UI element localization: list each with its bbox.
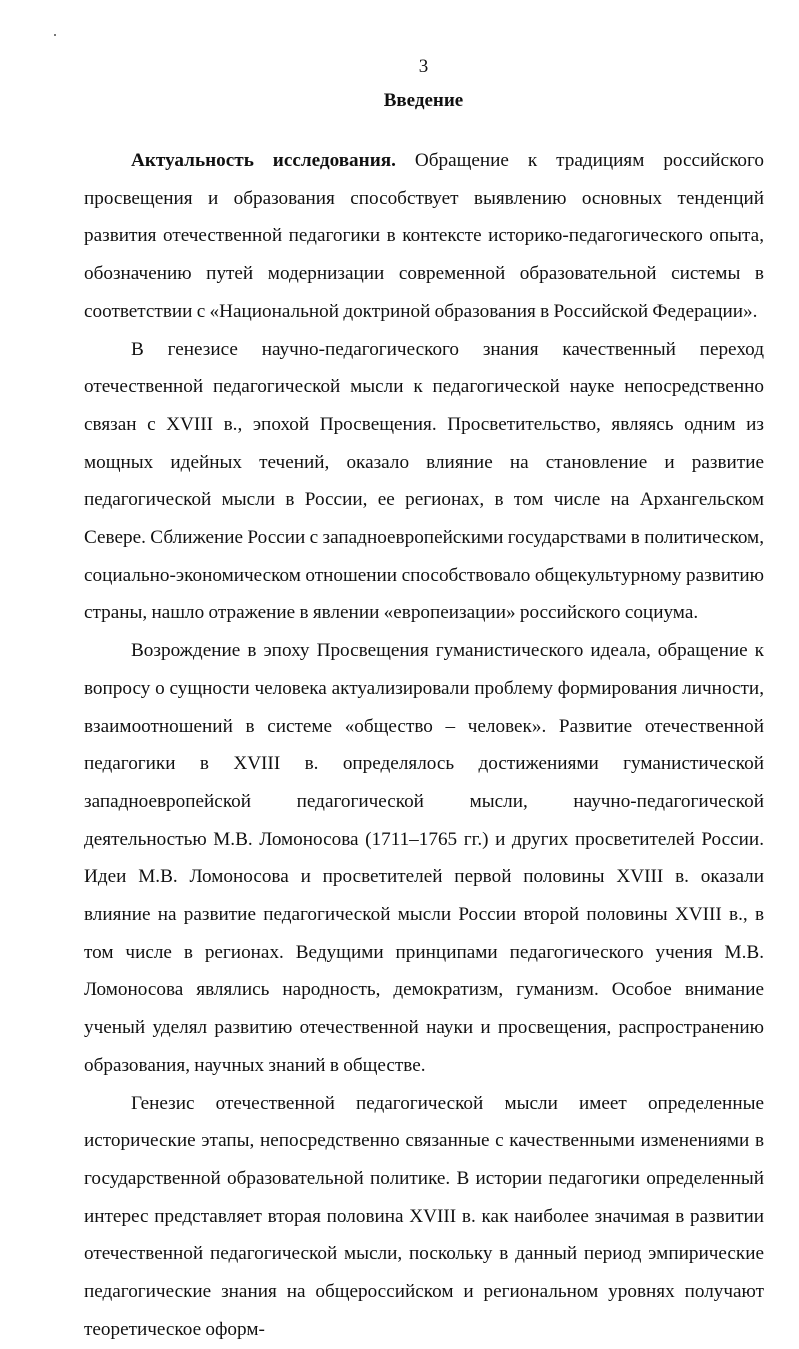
paragraph bbox=[84, 142, 764, 331]
paragraph-text: Обращение к традициям российского просвещения и образования способствует выявлению основных тенденций развития отечественной педагогики в контексте историко-педагогического опыта, обозначению путей модернизации современной образовательной системы в соответствии с «Национальной доктриной образования в Российской Федерации». bbox=[84, 150, 764, 322]
page-number: 3 bbox=[418, 56, 429, 77]
paragraph: Генезис отечественной педагогической мысли имеет определенные исторические этапы, непосредственно связанные с качественными изменениями в государственной образовательной политике. В истории педагогики определенный интерес представляет вторая половина XVIII в. как наиболее значимая в развитии отечественной педагогической мысли, поскольку в данный период эмпирические педагогические знания на общероссийском и региональном уровнях получают теоретическое оформ- bbox=[84, 1092, 764, 1340]
paragraph-lead: Актуальность исследования. bbox=[131, 150, 396, 171]
body-text bbox=[84, 142, 764, 1349]
section-title: Введение bbox=[383, 90, 464, 111]
paragraph: В генезисе научно-педагогического знания качественный переход отечественной педагогической мысли к педагогической науке непосредственно связан с XVIII в., эпохой Просвещения. Просветительство, являясь одним из мощных идейных течений, оказало влияние на становление и развитие педагогической мысли в России, ее регионах, в том числе на Архангельском Севере. Сближение России с западноевропейскими государствами в политическом, социально-экономическом отношении способствовало общекультурному развитию страны, нашло отражение в явлении «европеизации» российского социума. bbox=[84, 338, 764, 624]
scan-speck bbox=[54, 34, 56, 36]
paragraph: Возрождение в эпоху Просвещения гуманистического идеала, обращение к вопросу о сущности человека актуализировали проблему формирования личности, взаимоотношений в системе «общество – человек». Развитие отечественной педагогики в XVIII в. определялось достижениями гуманистической западноевропейской педагогической мысли, научно-педагогической деятельностью М.В. Ломоносова (1711–1765 гг.) и других просветителей России. Идеи М.В. Ломоносова и просветителей первой половины XVIII в. оказали влияние на развитие педагогической мысли России второй половины XVIII в., в том числе в регионах. Ведущими принципами педагогического учения М.В. Ломоносова являлись народность, демократизм, гуманизм. Особое внимание ученый уделял развитию отечественной науки и просвещения, распространению образования, научных знаний в обществе. bbox=[84, 640, 764, 1076]
